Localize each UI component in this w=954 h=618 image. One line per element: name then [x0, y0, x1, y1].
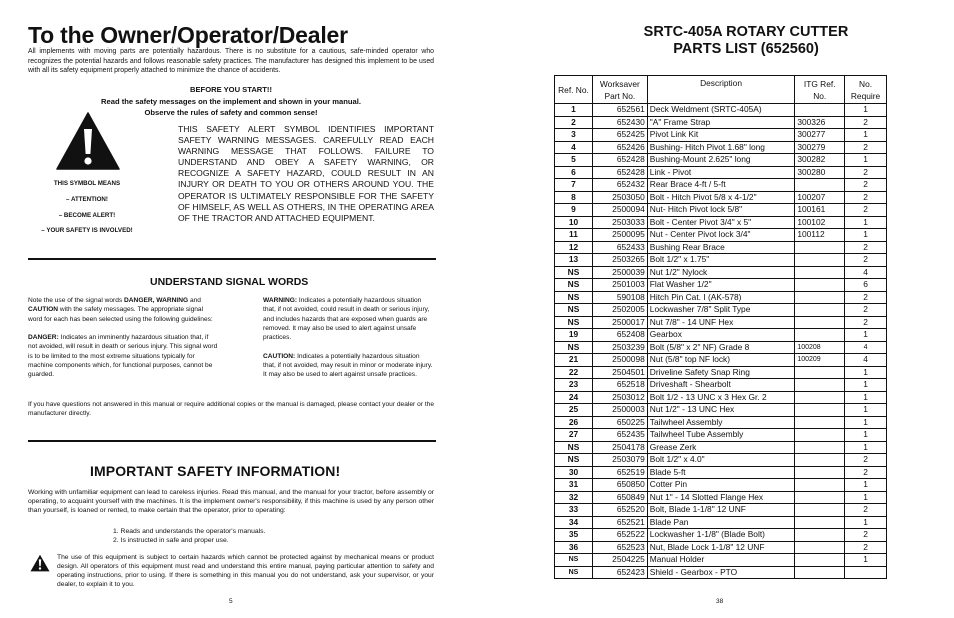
- cell-itg-ref: [795, 104, 845, 117]
- signal-note-end: with the safety messages. The appropriate signal word for each has been selected using the following guidelines:: [28, 306, 213, 323]
- cell-description: Nut 1/2" - 13 UNC Hex: [647, 404, 795, 417]
- cell-qty: 4: [845, 354, 887, 367]
- cell-description: Driveline Safety Snap Ring: [647, 366, 795, 379]
- cell-qty: 1: [845, 416, 887, 429]
- cell-ref: 34: [555, 516, 593, 529]
- cell-description: Gearbox: [647, 329, 795, 342]
- cell-part-no: 2503050: [592, 191, 647, 204]
- parts-title-line-1: SRTC-405A ROTARY CUTTER: [643, 24, 849, 40]
- list-item: 2. Is instructed in safe and proper use.: [113, 537, 229, 545]
- cell-ref: NS: [555, 566, 593, 579]
- cell-itg-ref: [795, 416, 845, 429]
- cell-description: Bolt (5/8" x 2" NF) Grade 8: [647, 341, 795, 354]
- symbol-caption-line-3: – BECOME ALERT!: [58, 211, 116, 219]
- cell-part-no: 652426: [592, 141, 647, 154]
- cell-itg-ref: [795, 279, 845, 292]
- symbol-caption-line-1: THIS SYMBOL MEANS: [53, 180, 121, 187]
- cell-itg-ref: 100161: [795, 204, 845, 217]
- table-row: [555, 291, 887, 304]
- cell-part-no: 2502005: [592, 304, 647, 317]
- cell-itg-ref: [795, 316, 845, 329]
- cell-description: Lockwasher 1-1/8" (Blade Bolt): [647, 529, 795, 542]
- page-number-left: 5: [229, 598, 233, 605]
- cell-part-no: 2500098: [592, 354, 647, 367]
- cell-itg-ref: [795, 529, 845, 542]
- cell-itg-ref: [795, 329, 845, 342]
- table-row: [555, 429, 887, 442]
- cell-ref: NS: [555, 341, 593, 354]
- cell-description: Nut 7/8" - 14 UNF Hex: [647, 316, 795, 329]
- table-row: [555, 391, 887, 404]
- parts-table-body: [555, 104, 887, 579]
- cell-itg-ref: [795, 379, 845, 392]
- left-page: [28, 0, 436, 618]
- cell-itg-ref: 300277: [795, 129, 845, 142]
- signal-note-caution: CAUTION: [28, 306, 59, 314]
- cell-qty: [845, 566, 887, 579]
- col-itg-header: [795, 76, 845, 104]
- table-row: [555, 179, 887, 192]
- cell-itg-ref: 100102: [795, 216, 845, 229]
- table-row: [555, 116, 887, 129]
- danger-label: DANGER:: [28, 334, 59, 342]
- cell-qty: 1: [845, 229, 887, 242]
- cell-part-no: 652435: [592, 429, 647, 442]
- cell-qty: 2: [845, 254, 887, 267]
- cell-ref: NS: [555, 266, 593, 279]
- table-row: [555, 266, 887, 279]
- cell-description: Bushing Rear Brace: [647, 241, 795, 254]
- cell-itg-ref: [795, 566, 845, 579]
- cell-ref: NS: [555, 291, 593, 304]
- danger-definition: [28, 333, 218, 379]
- caution-label: CAUTION:: [263, 352, 296, 360]
- caution-definition: [263, 352, 434, 380]
- table-row: [555, 441, 887, 454]
- cell-itg-ref: 300326: [795, 116, 845, 129]
- table-row: [555, 479, 887, 492]
- cell-ref: 26: [555, 416, 593, 429]
- cell-qty: 4: [845, 341, 887, 354]
- cell-qty: 6: [845, 279, 887, 292]
- cell-qty: 1: [845, 479, 887, 492]
- cell-ref: 19: [555, 329, 593, 342]
- table-row: [555, 229, 887, 242]
- cell-qty: 1: [845, 216, 887, 229]
- cell-ref: 8: [555, 191, 593, 204]
- cell-part-no: 652519: [592, 466, 647, 479]
- table-row: [555, 566, 887, 579]
- cell-qty: 1: [845, 554, 887, 567]
- table-row: [555, 204, 887, 217]
- cell-qty: 1: [845, 104, 887, 117]
- cell-ref: NS: [555, 441, 593, 454]
- cell-ref: 5: [555, 154, 593, 167]
- cell-qty: 1: [845, 404, 887, 417]
- cell-description: Blade Pan: [647, 516, 795, 529]
- cell-ref: 36: [555, 541, 593, 554]
- cell-description: Driveshaft - Shearbolt: [647, 379, 795, 392]
- cell-description: Nut, Blade Lock 1-1/8" 12 UNF: [647, 541, 795, 554]
- cell-qty: 2: [845, 241, 887, 254]
- cell-qty: 1: [845, 391, 887, 404]
- list-item: 1. Reads and understands the operator's manuals.: [113, 528, 266, 535]
- signal-words-heading: UNDERSTAND SIGNAL WORDS: [150, 276, 309, 288]
- table-row: [555, 354, 887, 367]
- col-itg-header-line-1: ITG Ref.: [803, 78, 836, 89]
- table-row: [555, 516, 887, 529]
- cell-part-no: 652423: [592, 566, 647, 579]
- table-row: [555, 279, 887, 292]
- symbol-caption: [28, 176, 146, 239]
- table-row: [555, 304, 887, 317]
- cell-qty: 4: [845, 266, 887, 279]
- cell-part-no: 2504225: [592, 554, 647, 567]
- cell-itg-ref: [795, 291, 845, 304]
- cell-ref: 21: [555, 354, 593, 367]
- cell-part-no: 2503079: [592, 454, 647, 467]
- cell-itg-ref: [795, 366, 845, 379]
- cell-ref: 25: [555, 404, 593, 417]
- before-line-1: BEFORE YOU START!!: [190, 85, 272, 94]
- cell-description: Bushing- Hitch Pivot 1.68" long: [647, 141, 795, 154]
- table-row: [555, 454, 887, 467]
- before-line-2: Read the safety messages on the implement and shown in your manual.: [101, 96, 361, 106]
- cell-description: Bolt 1/2" x 1.75": [647, 254, 795, 267]
- cell-itg-ref: 300280: [795, 166, 845, 179]
- cell-description: Tailwheel Assembly: [647, 416, 795, 429]
- cell-qty: 1: [845, 491, 887, 504]
- safety-alert-icon: [56, 112, 120, 170]
- cell-part-no: 652522: [592, 529, 647, 542]
- cell-qty: 1: [845, 379, 887, 392]
- divider-rule: [28, 258, 436, 260]
- cell-ref: 6: [555, 166, 593, 179]
- cell-part-no: 652428: [592, 166, 647, 179]
- parts-table: [554, 75, 887, 579]
- cell-qty: 1: [845, 154, 887, 167]
- cell-description: Bushing-Mount 2.625" long: [647, 154, 795, 167]
- operator-requirements-list: [113, 527, 265, 545]
- cell-qty: 2: [845, 166, 887, 179]
- parts-list-title: [556, 24, 936, 58]
- cell-itg-ref: [795, 516, 845, 529]
- table-row: [555, 529, 887, 542]
- cell-qty: 2: [845, 316, 887, 329]
- cell-ref: 32: [555, 491, 593, 504]
- table-row: [555, 104, 887, 117]
- cell-qty: 2: [845, 466, 887, 479]
- cell-part-no: 2503012: [592, 391, 647, 404]
- cell-description: Nut 1" - 14 Slotted Flange Hex: [647, 491, 795, 504]
- before-line-3: Observe the rules of safety and common sense!: [144, 108, 318, 118]
- cell-description: Tailwheel Tube Assembly: [647, 429, 795, 442]
- cell-qty: 2: [845, 141, 887, 154]
- cell-description: Nut- Hitch Pivot lock 5/8": [647, 204, 795, 217]
- cell-ref: 1: [555, 104, 593, 117]
- col-desc-header: Description: [647, 76, 795, 104]
- table-row: [555, 466, 887, 479]
- cell-qty: 1: [845, 366, 887, 379]
- cell-description: Pivot Link Kit: [647, 129, 795, 142]
- cell-part-no: 2500039: [592, 266, 647, 279]
- warning-triangle-icon: [30, 554, 50, 572]
- cell-qty: 2: [845, 179, 887, 192]
- cell-part-no: 652408: [592, 329, 647, 342]
- cell-description: Manual Holder: [647, 554, 795, 567]
- cell-part-no: 652432: [592, 179, 647, 192]
- signal-note-danger-warning: DANGER, WARNING: [124, 297, 189, 304]
- table-row: [555, 129, 887, 142]
- page-title: To the Owner/Operator/Dealer: [28, 22, 348, 48]
- table-row: [555, 254, 887, 267]
- cell-ref: 2: [555, 116, 593, 129]
- table-row: [555, 154, 887, 167]
- cell-itg-ref: 100209: [795, 354, 845, 367]
- cell-description: Link - Pivot: [647, 166, 795, 179]
- cell-ref: NS: [555, 554, 593, 567]
- cell-qty: 2: [845, 541, 887, 554]
- cell-itg-ref: [795, 554, 845, 567]
- cell-qty: 1: [845, 516, 887, 529]
- cell-description: Nut 1/2" Nylock: [647, 266, 795, 279]
- questions-note: If you have questions not answered in this manual or require additional copies or the manual is damaged, please contact your dealer or the manufacturer directly.: [28, 401, 434, 418]
- cell-ref: 27: [555, 429, 593, 442]
- cell-part-no: 650225: [592, 416, 647, 429]
- cell-itg-ref: [795, 266, 845, 279]
- cell-ref: 12: [555, 241, 593, 254]
- working-paragraph: Working with unfamiliar equipment can lead to careless injuries. Read this manual, and the manual for your tractor, before assembly or operating, to acquaint yourself with the machines. It is the implement owner's responsibility, if this machine is used by any person other than yourself, is loaned or rented, to make certain that the operator, prior to operating:: [28, 489, 434, 515]
- cell-ref: 7: [555, 179, 593, 192]
- cell-itg-ref: 100112: [795, 229, 845, 242]
- cell-description: Bolt 1/2" x 4.0": [647, 454, 795, 467]
- cell-description: Flat Washer 1/2": [647, 279, 795, 292]
- cell-ref: 23: [555, 379, 593, 392]
- cell-part-no: 652425: [592, 129, 647, 142]
- cell-ref: 10: [555, 216, 593, 229]
- col-qty-header: [845, 76, 887, 104]
- cell-ref: 4: [555, 141, 593, 154]
- cell-ref: 13: [555, 254, 593, 267]
- table-row: [555, 504, 887, 517]
- cell-qty: 1: [845, 429, 887, 442]
- cell-part-no: 652561: [592, 104, 647, 117]
- cell-part-no: 2501003: [592, 279, 647, 292]
- danger-text: Indicates an imminently hazardous situation that, if not avoided, will result in death or serious injury. This signal word is to be limited to the most extreme situations typically for machine components which, for functional purposes, cannot be guarded.: [28, 334, 218, 379]
- cell-itg-ref: [795, 491, 845, 504]
- table-row: [555, 341, 887, 354]
- hazard-warning-paragraph: The use of this equipment is subject to certain hazards which cannot be protected against by mechanical means or product design. All operators of this equipment must read and understand this entire manual, paying particular attention to safety and operating instructions, prior to using. If there is something in this manual you do not understand, ask your supervisor, or your dealer, to explain it to you.: [57, 554, 434, 589]
- cell-description: Lockwasher 7/8" Split Type: [647, 304, 795, 317]
- col-part-header: [592, 76, 647, 104]
- cell-itg-ref: [795, 404, 845, 417]
- cell-qty: 2: [845, 116, 887, 129]
- table-row: [555, 141, 887, 154]
- cell-description: Deck Weldment (SRTC-405A): [647, 104, 795, 117]
- cell-qty: 2: [845, 304, 887, 317]
- cell-part-no: 652518: [592, 379, 647, 392]
- table-row: [555, 379, 887, 392]
- cell-part-no: 652521: [592, 516, 647, 529]
- cell-part-no: 650849: [592, 491, 647, 504]
- caution-text: Indicates a potentially hazardous situation that, if not avoided, may result in minor or moderate injury. It may also be used to alert against unsafe practices.: [263, 352, 433, 379]
- intro-paragraph: All implements with moving parts are potentially hazardous. There is no substitute for a cautious, safe-minded operator who recognizes the potential hazards and follows reasonable safety practices. The manufacturer has designed this implement to be used with all its safety equipment properly attached to minimize the chance of accidents.: [28, 48, 434, 75]
- cell-itg-ref: [795, 304, 845, 317]
- table-row: [555, 329, 887, 342]
- col-part-header-line-1: Worksaver: [599, 78, 640, 89]
- warning-label: WARNING:: [263, 297, 298, 304]
- table-row: [555, 491, 887, 504]
- important-safety-heading: IMPORTANT SAFETY INFORMATION!: [90, 463, 341, 479]
- signal-note-text: Note the use of the signal words: [28, 297, 125, 304]
- col-ref-header: Ref. No.: [555, 76, 593, 104]
- cell-part-no: 652433: [592, 241, 647, 254]
- cell-ref: 33: [555, 504, 593, 517]
- cell-part-no: 652430: [592, 116, 647, 129]
- cell-itg-ref: [795, 504, 845, 517]
- cell-qty: 2: [845, 454, 887, 467]
- cell-ref: 9: [555, 204, 593, 217]
- table-row: [555, 166, 887, 179]
- warning-definition: [263, 296, 434, 342]
- table-row: [555, 216, 887, 229]
- cell-ref: NS: [555, 316, 593, 329]
- cell-qty: 2: [845, 204, 887, 217]
- cell-part-no: 590108: [592, 291, 647, 304]
- col-qty-header-line-1: No.: [859, 78, 873, 89]
- cell-qty: 1: [845, 441, 887, 454]
- cell-itg-ref: [795, 541, 845, 554]
- cell-part-no: 2500017: [592, 316, 647, 329]
- cell-itg-ref: 100208: [795, 341, 845, 354]
- cell-qty: 2: [845, 191, 887, 204]
- cell-description: Bolt 1/2 - 13 UNC x 3 Hex Gr. 2: [647, 391, 795, 404]
- cell-qty: 2: [845, 291, 887, 304]
- table-row: [555, 541, 887, 554]
- cell-description: Nut - Center Pivot lock 3/4": [647, 229, 795, 242]
- cell-part-no: 652428: [592, 154, 647, 167]
- symbol-caption-line-2: – ATTENTION!: [66, 195, 108, 203]
- col-itg-header-line-2: No.: [813, 90, 827, 101]
- table-row: [555, 554, 887, 567]
- cell-ref: 31: [555, 479, 593, 492]
- symbol-caption-line-4: – YOUR SAFETY IS INVOLVED!: [41, 227, 133, 235]
- cell-description: Bolt - Center Pivot 3/4" x 5": [647, 216, 795, 229]
- col-qty-header-line-2: Require: [850, 90, 881, 101]
- table-row: [555, 316, 887, 329]
- cell-itg-ref: [795, 441, 845, 454]
- cell-part-no: 652523: [592, 541, 647, 554]
- cell-part-no: 2503033: [592, 216, 647, 229]
- cell-ref: 22: [555, 366, 593, 379]
- signal-note-and: and: [188, 297, 201, 304]
- cell-ref: NS: [555, 454, 593, 467]
- cell-ref: NS: [555, 304, 593, 317]
- alert-symbol-text: THIS SAFETY ALERT SYMBOL IDENTIFIES IMPORTANT SAFETY WARNING MESSAGES. CAREFULLY READ EACH WARNING MESSAGE THAT FOLLOWS. FAILURE TO UNDERSTAND AND OBEY A SAFETY WARNING, OR RECOGNIZE A SAFETY HAZARD, COULD RESULT IN AN INJURY OR DEATH TO YOU OR OTHERS AROUND YOU. THE OPERATOR IS ULTIMATELY RESPONSIBLE FOR THE SAFETY OF HIMSELF, AS WELL AS OTHERS, IN THE OPERATING AREA OF THE TRACTOR AND ATTACHED EQUIPMENT.: [178, 124, 434, 223]
- cell-itg-ref: [795, 454, 845, 467]
- table-row: [555, 416, 887, 429]
- cell-description: Hitch Pin Cat. I (AK-578): [647, 291, 795, 304]
- cell-description: Nut (5/8" top NF lock): [647, 354, 795, 367]
- cell-itg-ref: [795, 466, 845, 479]
- cell-itg-ref: 100207: [795, 191, 845, 204]
- cell-part-no: 2500095: [592, 229, 647, 242]
- cell-itg-ref: [795, 179, 845, 192]
- cell-part-no: 2500094: [592, 204, 647, 217]
- table-row: [555, 404, 887, 417]
- table-header-row: [555, 76, 887, 104]
- cell-part-no: 2504501: [592, 366, 647, 379]
- cell-itg-ref: [795, 241, 845, 254]
- warning-text: Indicates a potentially hazardous situation that, if not avoided, could result in death or serious injury, and includes hazards that are exposed when guards are removed. It may also be used to alert against unsafe practices.: [263, 297, 430, 342]
- cell-part-no: 2504178: [592, 441, 647, 454]
- cell-part-no: 652520: [592, 504, 647, 517]
- table-row: [555, 366, 887, 379]
- cell-description: Grease Zerk: [647, 441, 795, 454]
- cell-part-no: 2503239: [592, 341, 647, 354]
- cell-description: Cotter Pin: [647, 479, 795, 492]
- cell-description: "A" Frame Strap: [647, 116, 795, 129]
- cell-part-no: 2503265: [592, 254, 647, 267]
- signal-words-left-column: [28, 296, 218, 389]
- cell-ref: 24: [555, 391, 593, 404]
- signal-words-right-column: [263, 296, 434, 389]
- cell-description: Blade 5-ft: [647, 466, 795, 479]
- divider-rule: [28, 440, 436, 442]
- cell-ref: 35: [555, 529, 593, 542]
- cell-description: Bolt - Hitch Pivot 5/8 x 4-1/2": [647, 191, 795, 204]
- cell-itg-ref: 300282: [795, 154, 845, 167]
- cell-qty: 1: [845, 329, 887, 342]
- cell-part-no: 2500003: [592, 404, 647, 417]
- cell-ref: 30: [555, 466, 593, 479]
- cell-description: Rear Brace 4-ft / 5-ft: [647, 179, 795, 192]
- cell-description: Shield - Gearbox - PTO: [647, 566, 795, 579]
- parts-title-line-2: PARTS LIST (652560): [673, 41, 819, 57]
- cell-description: Bolt, Blade 1-1/8" 12 UNF: [647, 504, 795, 517]
- cell-itg-ref: [795, 429, 845, 442]
- cell-itg-ref: [795, 254, 845, 267]
- cell-itg-ref: [795, 479, 845, 492]
- page-number-right: 38: [716, 598, 724, 605]
- cell-itg-ref: 300279: [795, 141, 845, 154]
- cell-itg-ref: [795, 391, 845, 404]
- cell-qty: 2: [845, 529, 887, 542]
- cell-ref: NS: [555, 279, 593, 292]
- signal-note: [28, 296, 218, 324]
- cell-part-no: 650850: [592, 479, 647, 492]
- cell-ref: 11: [555, 229, 593, 242]
- table-row: [555, 191, 887, 204]
- cell-qty: 2: [845, 504, 887, 517]
- table-row: [555, 241, 887, 254]
- cell-ref: 3: [555, 129, 593, 142]
- cell-qty: 1: [845, 129, 887, 142]
- col-part-header-line-2: Part No.: [604, 90, 636, 101]
